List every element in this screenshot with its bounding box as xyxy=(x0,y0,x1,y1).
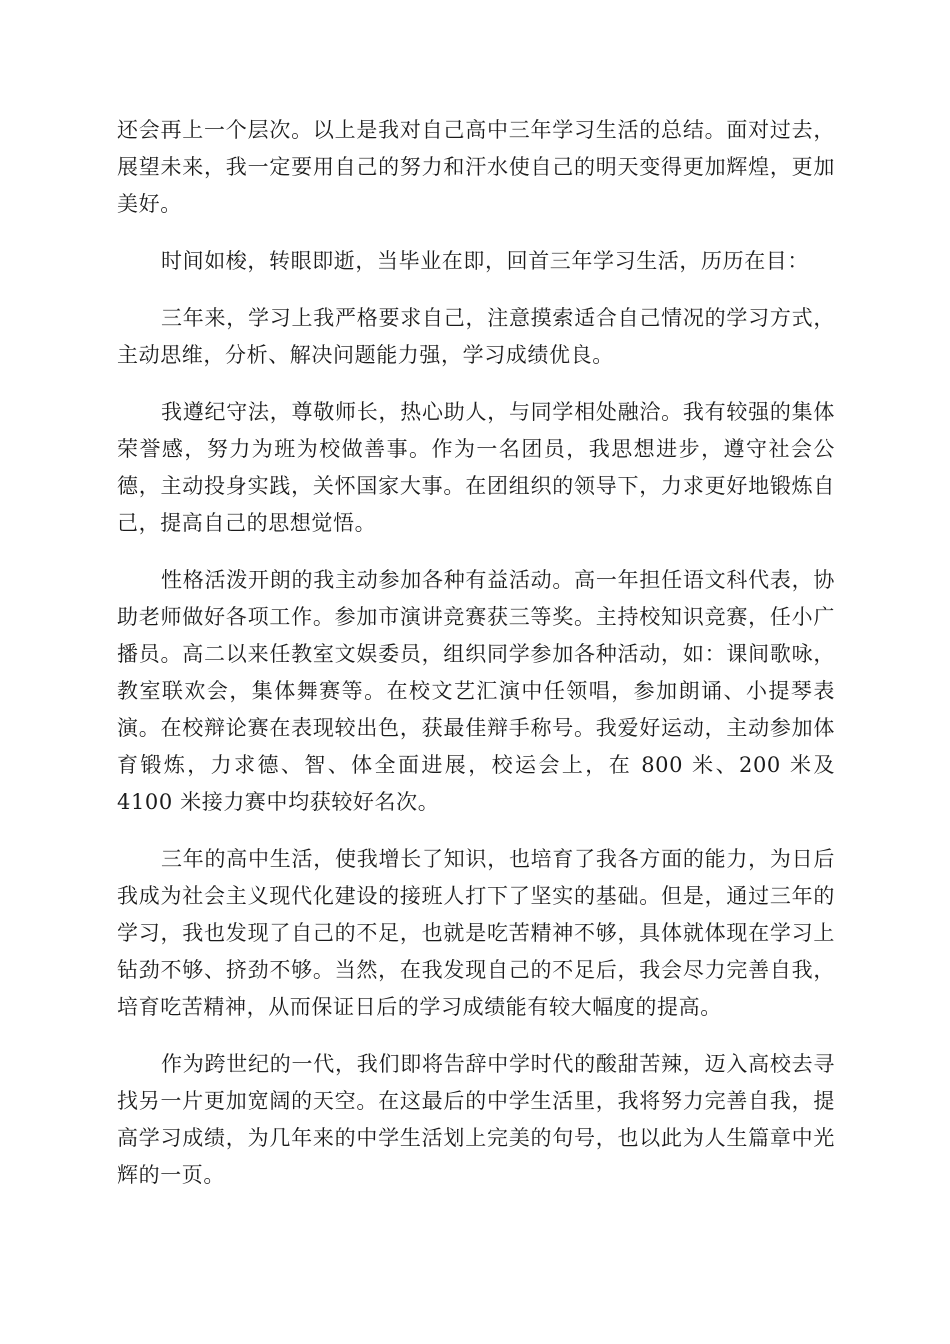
paragraph-study: 三年来，学习上我严格要求自己，注意摸索适合自己情况的学习方式，主动思维，分析、解决问题能力强，学习成绩优良。 xyxy=(117,306,835,367)
paragraph-future: 作为跨世纪的一代，我们即将告辞中学时代的酸甜苦辣，迈入高校去寻找另一片更加宽阔的天空。在这最后的中学生活里，我将努力完善自我，提高学习成绩，为几年来的中学生活划上完美的句号，也以此为人生篇章中光辉的一页。 xyxy=(117,1052,835,1187)
document-page xyxy=(117,112,835,1214)
paragraph-conduct: 我遵纪守法，尊敬师长，热心助人，与同学相处融洽。我有较强的集体荣誉感，努力为班为校做善事。作为一名团员，我思想进步，遵守社会公德，主动投身实践，关怀国家大事。在团组织的领导下，力求更好地锻炼自己，提高自己的思想觉悟。 xyxy=(117,400,835,535)
paragraph-continuation: 还会再上一个层次。以上是我对自己高中三年学习生活的总结。面对过去，展望未来，我一定要用自己的努力和汗水使自己的明天变得更加辉煌，更加美好。 xyxy=(117,118,835,216)
paragraph-activities: 性格活泼开朗的我主动参加各种有益活动。高一年担任语文科代表，协助老师做好各项工作。参加市演讲竞赛获三等奖。主持校知识竞赛，任小广播员。高二以来任教室文娱委员，组织同学参加各种活动，如：课间歌咏，教室联欢会，集体舞赛等。在校文艺汇演中任领唱，参加朗诵、小提琴表演。在校辩论赛在表现较出色，获最佳辩手称号。我爱好运动，主动参加体育锻炼，力求德、智、体全面进展，校运会上，在 800 米、200 米及 4100 米接力赛中均获较好名次。 xyxy=(117,568,835,814)
paragraph-time-flies: 时间如梭，转眼即逝，当毕业在即，回首三年学习生活，历历在目： xyxy=(161,249,809,273)
paragraph-reflection: 三年的高中生活，使我增长了知识，也培育了我各方面的能力，为日后我成为社会主义现代化建设的接班人打下了坚实的基础。但是，通过三年的学习，我也发现了自己的不足，也就是吃苦精神不够，具体就体现在学习上钻劲不够、挤劲不够。当然，在我发现自己的不足后，我会尽力完善自我，培育吃苦精神，从而保证日后的学习成绩能有较大幅度的提高。 xyxy=(117,847,835,1019)
